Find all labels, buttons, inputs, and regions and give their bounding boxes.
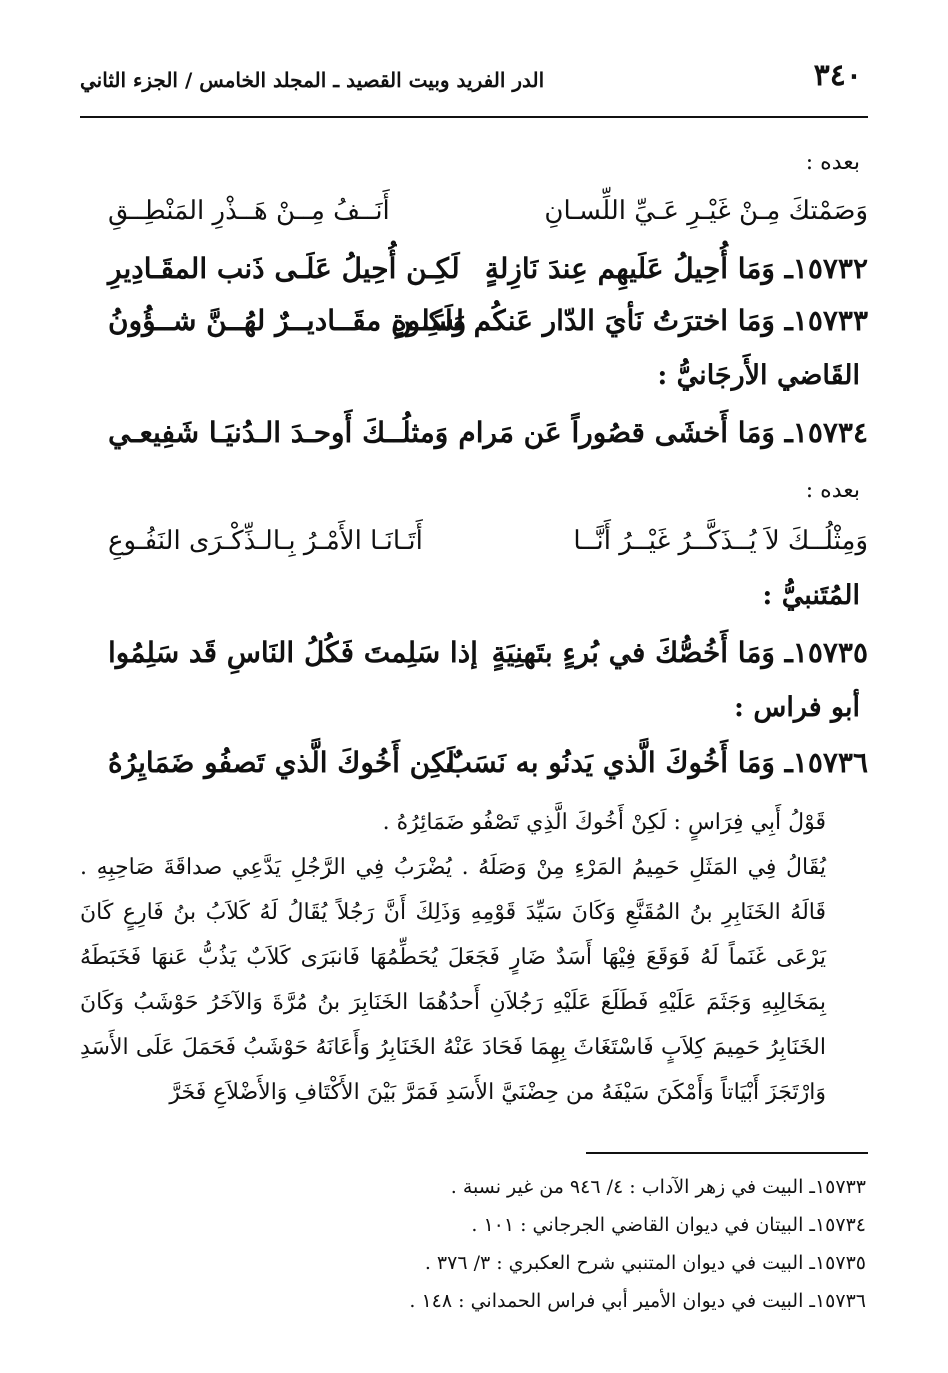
- section-label: بعده :: [805, 150, 860, 175]
- poet-name: أبو فراس :: [734, 692, 860, 723]
- verse-first-hemistich: وَصَمْتكَ مِـنْ غَيْـرِ عَـيِّ اللِّسـانِ: [544, 196, 868, 226]
- verse-second-hemistich: وَلَكِــن مقَــاديــرٌ لهُــنَّ شــؤُونُ: [108, 304, 467, 337]
- verse-first-hemistich: ١٥٧٣٦ـ وَمَا أَخُوكَ الَّذي يَدنُو به نَسَبٌ: [445, 746, 868, 779]
- commentary-paragraph: قَوْلُ أَبِي فِرَاسٍ : لَكِنْ أَخُوكَ الَّذِي تَصْفُو ضَمَائِرُهُ .: [382, 810, 826, 835]
- verse-line: [80, 304, 868, 354]
- verse-first-hemistich: ١٥٧٣٤ـ وَمَا أَخشَى قصُوراً عَن مَرام: [458, 416, 868, 449]
- verse-second-hemistich: لَكِـن أُحِيلُ عَلَـى ذَنب المقَـادِيرِ: [108, 252, 460, 285]
- verse-first-hemistich: ١٥٧٣٢ـ وَمَا أُحِيلُ عَلَيهِم عِندَ نَازِلةٍ: [484, 252, 868, 285]
- footnote: ١٥٧٣٦ـ البيت في ديوان الأمير أبي فراس الحمداني : ١٤٨ .: [409, 1290, 866, 1312]
- commentary: [80, 800, 868, 1115]
- verse-line: [80, 252, 868, 302]
- verse-second-hemistich: إذا سَلِمتَ فَكُلُ النَاسِ قَد سَلِمُوا: [108, 636, 478, 669]
- verse-line: [80, 196, 868, 246]
- running-title: الدر الفريد وبيت القصيد ـ المجلد الخامس / الجزء الثاني: [80, 68, 545, 92]
- footnote: ١٥٧٣٥ـ البيت في ديوان المتنبي شرح العكبري : ٣/ ٣٧٦ .: [424, 1252, 866, 1274]
- section-label: بعده :: [805, 478, 860, 503]
- verse-second-hemistich: لَكِن أَخُوكَ الَّذي تَصفُو ضَمَايِرُهُ: [108, 746, 455, 779]
- verse-line: [80, 526, 868, 576]
- poet-name: القَاضي الأَرجَانيُّ :: [657, 360, 860, 391]
- footnote: ١٥٧٣٤ـ البيتان في ديوان القاضي الجرجاني : ١٠١ .: [471, 1214, 866, 1236]
- page-number: ٣٤٠: [813, 58, 862, 93]
- verse-line: [80, 746, 868, 796]
- verse-second-hemistich: وَمثلُــكَ أَوحـدَ الـدُنيَـا شَفِيعـي: [108, 416, 449, 449]
- header-divider: [80, 116, 868, 118]
- verse-second-hemistich: أَتَـانَـا الأَمْـرُ بِـالـذِّكْـرَى النَفُـوعِ: [108, 526, 423, 556]
- verse-second-hemistich: أَنَــفُ مِــنْ هَــذْرِ المَنْطِــقِ: [108, 196, 390, 226]
- footnote-divider: [586, 1152, 868, 1154]
- verse-first-hemistich: ١٥٧٣٣ـ وَمَا اخترَتُ نَأيَ الدّار عَنكُم لسَلوةٍ: [391, 304, 868, 337]
- verse-line: [80, 416, 868, 466]
- verse-first-hemistich: وَمِثْلُــكَ لاَ يُــذَكَّــرُ غَيْــرُ أَنَّــا: [573, 526, 868, 556]
- commentary-paragraph: يُقَالُ فِي المَثَلِ حَمِيمُ المَرْءِ مِنْ وَصَلَهُ . يُضْرَبُ فِي الرَّجُلِ يَدَّعِي صداقَةَ صَاحِبِهِ . قَالَهُ الخَنَابِرِ بنُ المُقَنَّعِ وَكَانَ سَيِّدَ قَوْمِهِ وَذَلِكَ أَنَّ رَجُلاً يُقَالُ لَهُ كَلاَبُ بنُ فَارِعٍ كَانَ يَرْعَى غَنَماً لَهُ فَوَقَعَ فِيْهَا أَسَدٌ ضَارٍ فَجَعَلَ يُحَطِّمُهَا فَانبَرَى كَلاَبٌ يَذُبُّ عَنهَا فَخَبَطَهُ بِمَخَالِبِهِ وَجَثَمَ عَلَيْهِ فَطَلَعَ عَلَيْهِ رَجُلاَنِ أَحدُهُمَا الخَنَابِرَ بنُ مُرَّةَ وَالآخَرُ حَوْشَبُ وَكَانَ الخَنَابِرُ حَمِيمَ كِلاَبٍ فَاسْتَغَاثَ بِهِمَا فَحَادَ عَنْهُ الخَنَابِرُ وَأَعَانَهُ حَوْشَبُ فَحَمَلَ عَلَى الأَسَدِ وَارْتَجَزَ أَبْيَاتاً وَأَمْكَنَ سَيْفَهُ من حِضْنَيَّ الأَسَدِ فَمَرَّ بَيْنَ الأَكْتَافِ وَالأَضْلاَعِ فَخَرَّ: [80, 855, 826, 1105]
- verse-first-hemistich: ١٥٧٣٥ـ وَمَا أَخُصُّكَ في بُرءٍ بتَهنِيَةٍ: [491, 636, 868, 669]
- poet-name: المُتَنبيُّ :: [762, 580, 860, 611]
- verse-line: [80, 636, 868, 686]
- page-header: [80, 58, 868, 102]
- footnote: ١٥٧٣٣ـ البيت في زهر الآداب : ٤/ ٩٤٦ من غير نسبة .: [450, 1176, 866, 1198]
